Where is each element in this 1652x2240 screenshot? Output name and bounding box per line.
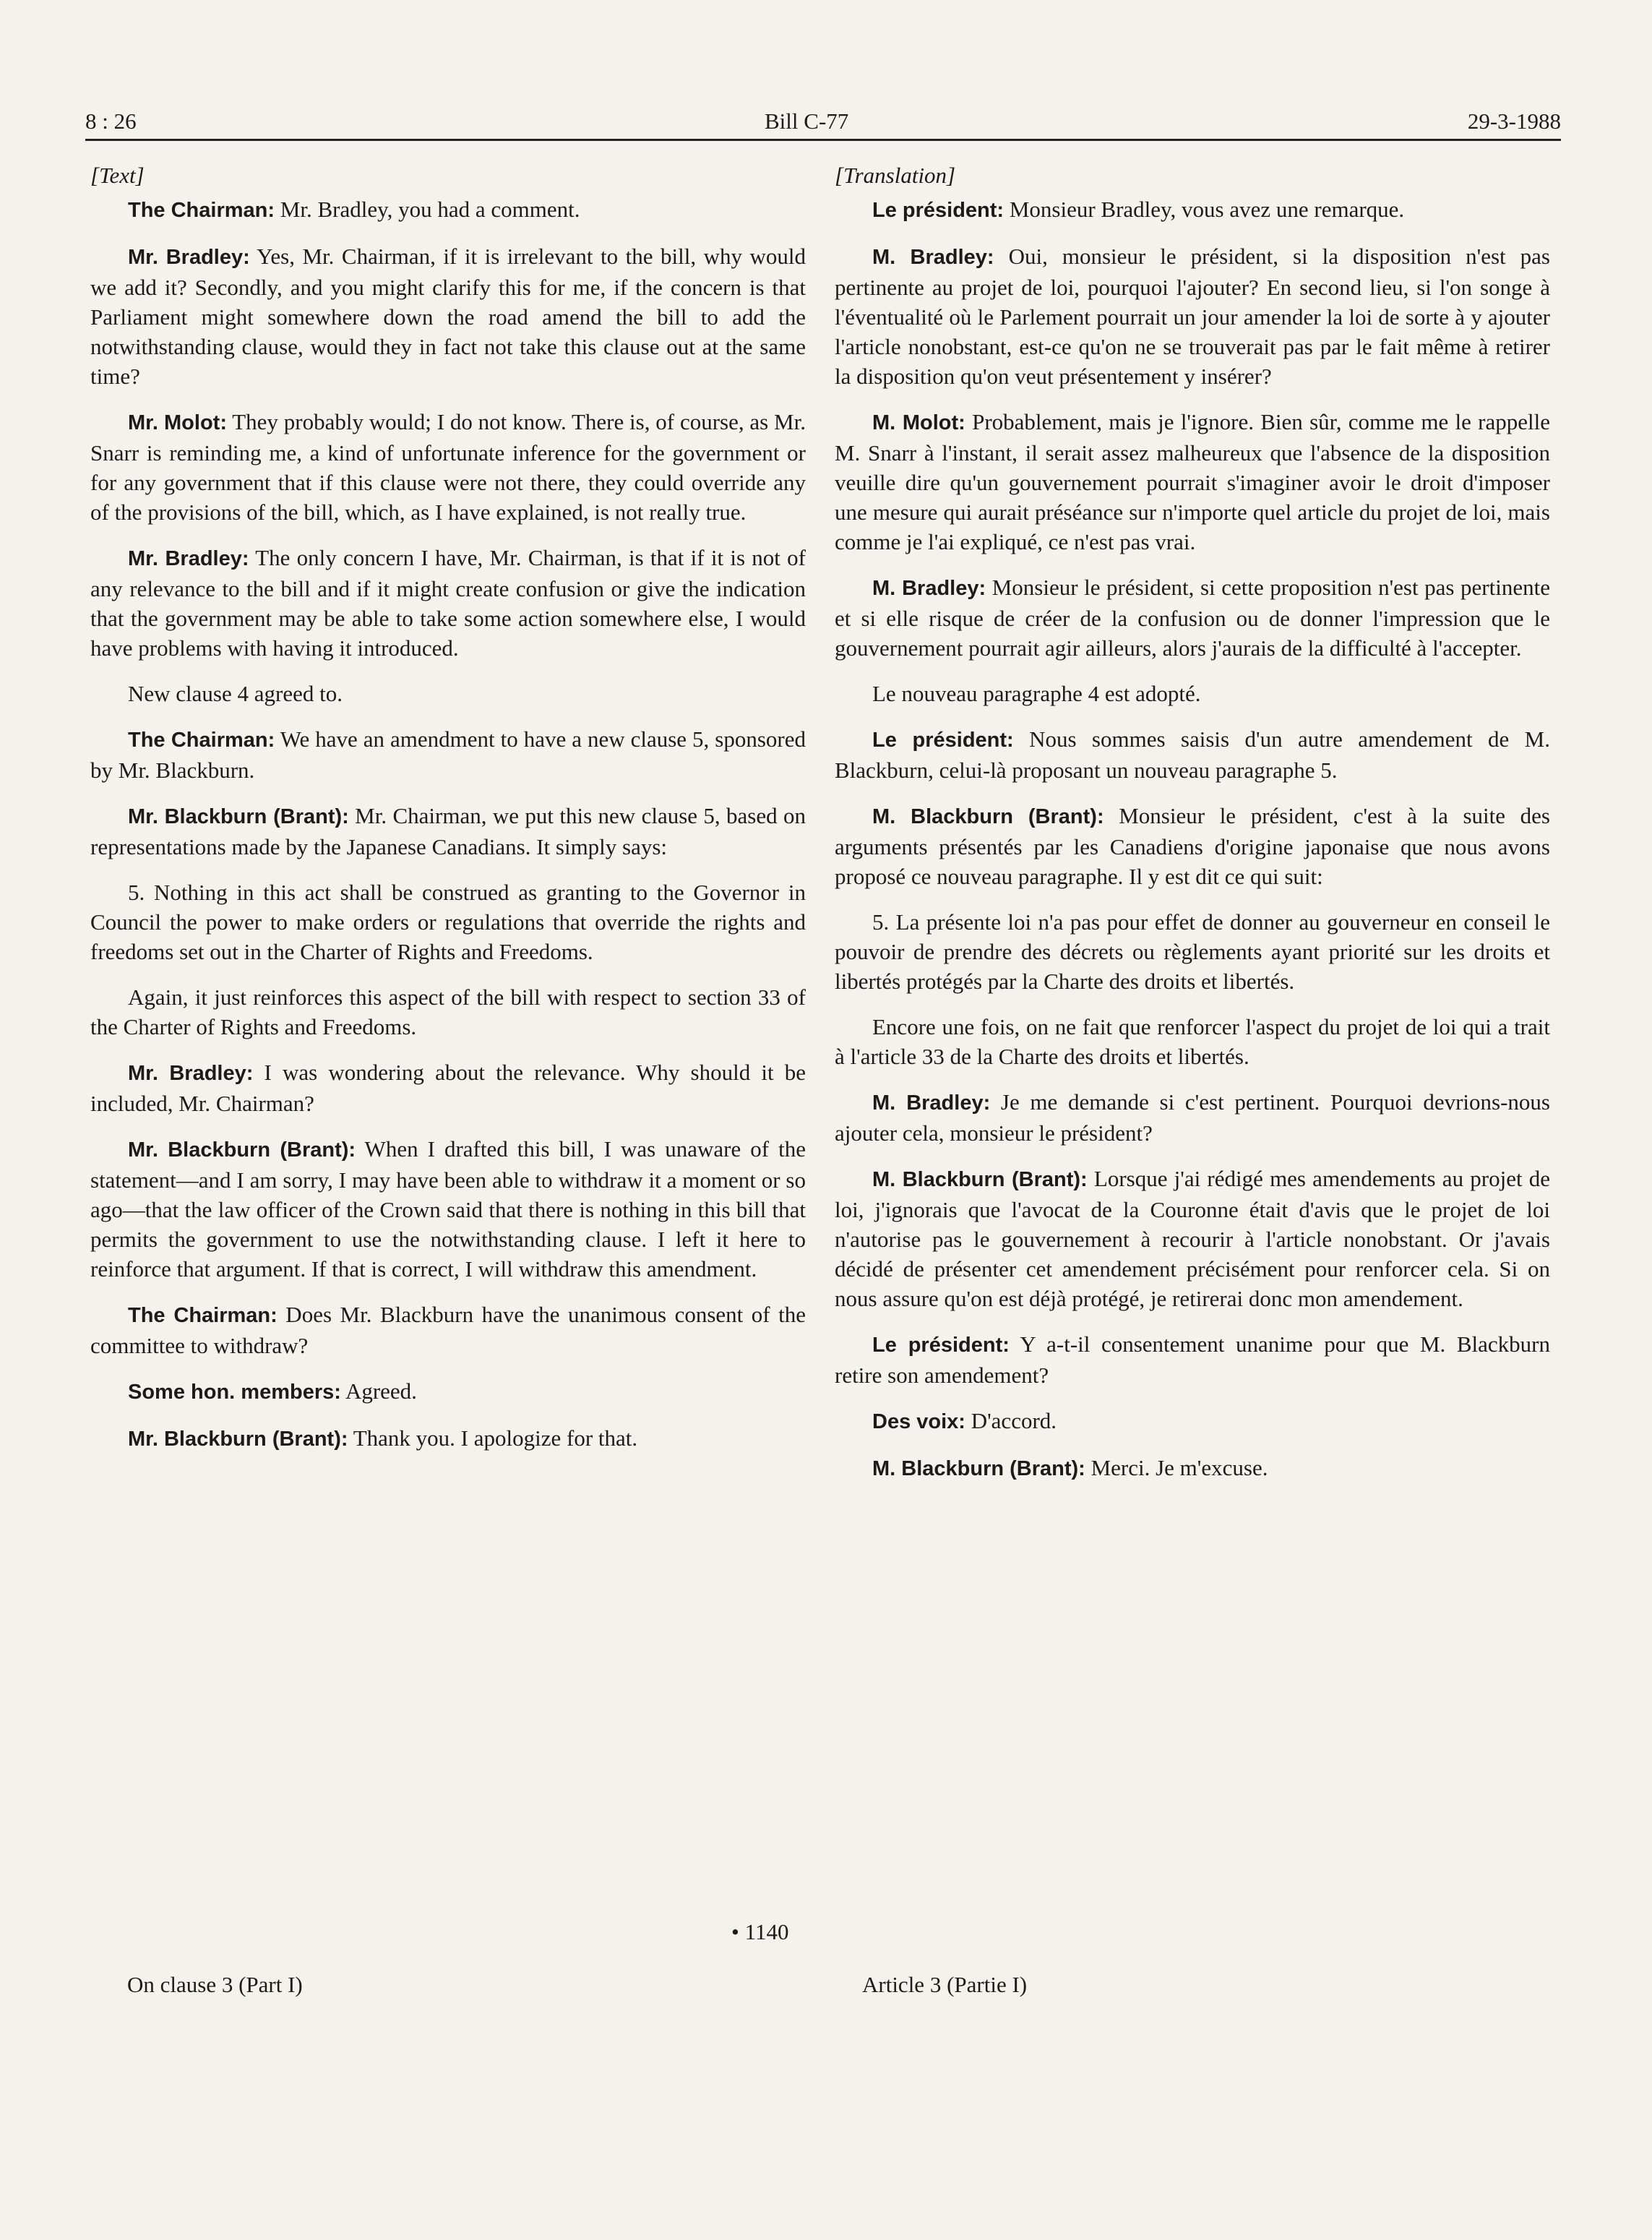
speaker-name: The Chairman: <box>128 729 275 752</box>
speech-text: Does Mr. Blackburn have the unanimous consent of the committee to withdraw? <box>90 1302 806 1358</box>
text-tag: [Text] <box>90 163 145 188</box>
speaker-name: M. Molot: <box>872 411 965 434</box>
speech-text: They probably would; I do not know. There is, of course, as Mr. Snarr is reminding me, a kind of unfortunate inference for the government or for any government that if this clause were not there, they could override any of the provisions of the bill, which, as I have explained, is not really true. <box>90 409 806 525</box>
speaker-name: Mr. Bradley: <box>128 1062 254 1085</box>
speaker-name: The Chairman: <box>128 199 275 222</box>
speaker-name: Des voix: <box>872 1410 965 1433</box>
speech-text: Agreed. <box>340 1378 417 1404</box>
speech-text: The only concern I have, Mr. Chairman, is that if it is not of any relevance to the bill and if it might create confusion or give the indication that the government may be able to take some action somewhere else, I would have problems with having it introduced. <box>90 545 806 661</box>
transcript-paragraph <box>90 194 806 226</box>
page-date: 29-3-1988 <box>1467 108 1561 134</box>
transcript-paragraph <box>835 907 1550 996</box>
transcript-paragraph <box>835 194 1550 226</box>
transcript-paragraph <box>835 1406 1550 1437</box>
speech-text: I was wondering about the relevance. Why should it be included, Mr. Chairman? <box>90 1060 806 1116</box>
speech-text: Probablement, mais je l'ignore. Bien sûr, comme me le rappelle M. Snarr à l'instant, il serait assez malheureux que l'absence de la disposition veuille dire qu'un gouvernement pourrait s'imaginer avoir le droit d'imposer une mesure qui aurait préséance sur n'importe quel article du projet de loi, mais comme je l'ai expliqué, ce n'est pas vrai. <box>835 409 1550 554</box>
speaker-name: M. Bradley: <box>872 246 994 269</box>
speaker-name: Mr. Bradley: <box>128 246 250 269</box>
transcript-paragraph <box>835 679 1550 708</box>
transcript-paragraph <box>90 1300 806 1360</box>
speech-text: Again, it just reinforces this aspect of the bill with respect to section 33 of the Charter of Rights and Freedoms. <box>90 984 806 1039</box>
speaker-name: M. Blackburn (Brant): <box>872 1457 1085 1480</box>
speech-text: Je me demande si c'est pertinent. Pourquoi devrions-nous ajouter cela, monsieur le président? <box>835 1089 1550 1146</box>
page-number: 8 : 26 <box>85 108 137 134</box>
speaker-name: M. Bradley: <box>872 577 986 600</box>
transcript-paragraph <box>90 724 806 785</box>
speech-text: Mr. Chairman, we put this new clause 5, based on representations made by the Japanese Canadians. It simply says: <box>90 803 806 859</box>
transcript-paragraph <box>90 241 806 391</box>
speech-text: Oui, monsieur le président, si la disposition n'est pas pertinente au projet de loi, pourquoi l'ajouter? En second lieu, si l'on songe à l'éventualité où le Parlement pourrait un jour amender la loi de sorte à y ajouter l'article nonobstant, est-ce qu'on ne se trouverait pas par le fait même à retirer la disposition qu'on veut présentement y insérer? <box>835 244 1550 389</box>
speech-text: Mr. Bradley, you had a comment. <box>275 197 580 222</box>
speech-text: Monsieur le président, c'est à la suite des arguments présentés par les Canadiens d'origine japonaise que nous avons proposé ce nouveau paragraphe. Il y est dit ce qui suit: <box>835 803 1550 889</box>
speech-text: Thank you. I apologize for that. <box>348 1425 638 1451</box>
transcript-paragraph <box>835 724 1550 785</box>
transcript-paragraph <box>90 1376 806 1407</box>
speech-text: D'accord. <box>965 1408 1057 1433</box>
transcript-paragraph <box>90 877 806 966</box>
speaker-name: Mr. Molot: <box>128 411 227 434</box>
transcript-paragraph <box>835 1164 1550 1313</box>
speaker-name: Mr. Blackburn (Brant): <box>128 805 349 828</box>
speech-text: Le nouveau paragraphe 4 est adopté. <box>872 681 1201 706</box>
speaker-name: The Chairman: <box>128 1304 278 1327</box>
transcript-paragraph <box>90 1423 806 1454</box>
speech-text: When I drafted this bill, I was unaware of the statement—and I am sorry, I may have been able to withdraw it a moment or so ago—that the law officer of the Crown said that there is nothing in this bill that permits the government to use the notwithstanding clause. I left it here to reinforce that argument. If that is correct, I will withdraw this amendment. <box>90 1136 806 1282</box>
speech-text: Nous sommes saisis d'un autre amendement de M. Blackburn, celui-là proposant un nouveau paragraphe 5. <box>835 726 1550 783</box>
page-header <box>85 101 1561 142</box>
speaker-name: M. Blackburn (Brant): <box>872 1168 1088 1191</box>
bill-title: Bill C-77 <box>765 108 849 134</box>
transcript-paragraph <box>835 572 1550 663</box>
transcript-paragraph <box>90 1057 806 1118</box>
transcript-paragraph <box>90 407 806 527</box>
speech-text: Encore une fois, on ne fait que renforcer l'aspect du projet de loi qui a trait à l'article 33 de la Charte des droits et libertés. <box>835 1014 1550 1069</box>
speaker-name: M. Blackburn (Brant): <box>872 805 1104 828</box>
transcript-paragraph <box>835 1453 1550 1484</box>
speech-text: Monsieur Bradley, vous avez une remarque. <box>1004 197 1405 222</box>
time-marker: • 1140 <box>731 1919 789 1944</box>
transcript-paragraph <box>90 982 806 1042</box>
speaker-name: Mr. Blackburn (Brant): <box>128 1428 348 1451</box>
transcript-paragraph <box>90 801 806 862</box>
transcript-paragraph <box>835 1087 1550 1148</box>
transcript-paragraph <box>835 1329 1550 1390</box>
speaker-name: Le président: <box>872 729 1014 752</box>
english-column <box>90 160 806 1470</box>
speech-text: Yes, Mr. Chairman, if it is irrelevant to the bill, why would we add it? Secondly, and you might clarify this for me, if the concern is that Parliament might somewhere down the road amend the bill to add the notwithstanding clause, would they in fact not take this clause out at the same time? <box>90 244 806 389</box>
transcript-paragraph <box>835 801 1550 891</box>
speech-text: Y a-t-il consentement unanime pour que M. Blackburn retire son amendement? <box>835 1331 1550 1388</box>
english-section-heading: On clause 3 (Part I) <box>127 1972 303 1997</box>
speech-text: Lorsque j'ai rédigé mes amendements au projet de loi, j'ignorais que l'avocat de la Couronne était d'avis que le projet de loi n'autorise pas le gouvernement à recourir à l'article nonobstant. Or j'avais décidé de présenter cet amendement précisément pour renforcer cela. Si on nous assure qu'on est déjà protégé, je retirerai donc mon amendement. <box>835 1166 1551 1311</box>
speech-text: Monsieur le président, si cette proposition n'est pas pertinente et si elle risque de créer de la confusion ou de donner l'impression que le gouvernement pourrait agir ailleurs, alors j'aurais de la difficulté à l'accepter. <box>835 575 1550 661</box>
transcript-paragraph <box>835 407 1550 557</box>
french-column <box>835 160 1550 1500</box>
speaker-name: Le président: <box>872 1334 1010 1357</box>
transcript-paragraph <box>835 1012 1550 1071</box>
transcript-paragraph <box>835 241 1550 391</box>
header-rule <box>85 139 1561 141</box>
translation-tag: [Translation] <box>835 163 956 188</box>
speaker-name: Mr. Blackburn (Brant): <box>128 1138 356 1162</box>
french-section-heading: Article 3 (Partie I) <box>862 1972 1028 1997</box>
speaker-name: Le président: <box>872 199 1004 222</box>
transcript-paragraph <box>90 1134 806 1284</box>
speech-text: We have an amendment to have a new clause 5, sponsored by Mr. Blackburn. <box>90 726 806 783</box>
speaker-name: Mr. Bradley: <box>128 547 249 570</box>
speaker-name: M. Bradley: <box>872 1091 991 1115</box>
speech-text: 5. La présente loi n'a pas pour effet de donner au gouverneur en conseil le pouvoir de prendre des décrets ou règlements ayant priorité sur les droits et libertés protégés par la Charte des droits et libertés. <box>835 909 1550 994</box>
speech-text: 5. Nothing in this act shall be construed as granting to the Governor in Council the power to make orders or regulations that override the rights and freedoms set out in the Charter of Rights and Freedoms. <box>90 880 806 964</box>
transcript-paragraph <box>90 679 806 708</box>
speech-text: New clause 4 agreed to. <box>128 681 343 706</box>
transcript-paragraph <box>90 543 806 663</box>
speech-text: Merci. Je m'excuse. <box>1085 1455 1268 1480</box>
speaker-name: Some hon. members: <box>128 1381 341 1404</box>
